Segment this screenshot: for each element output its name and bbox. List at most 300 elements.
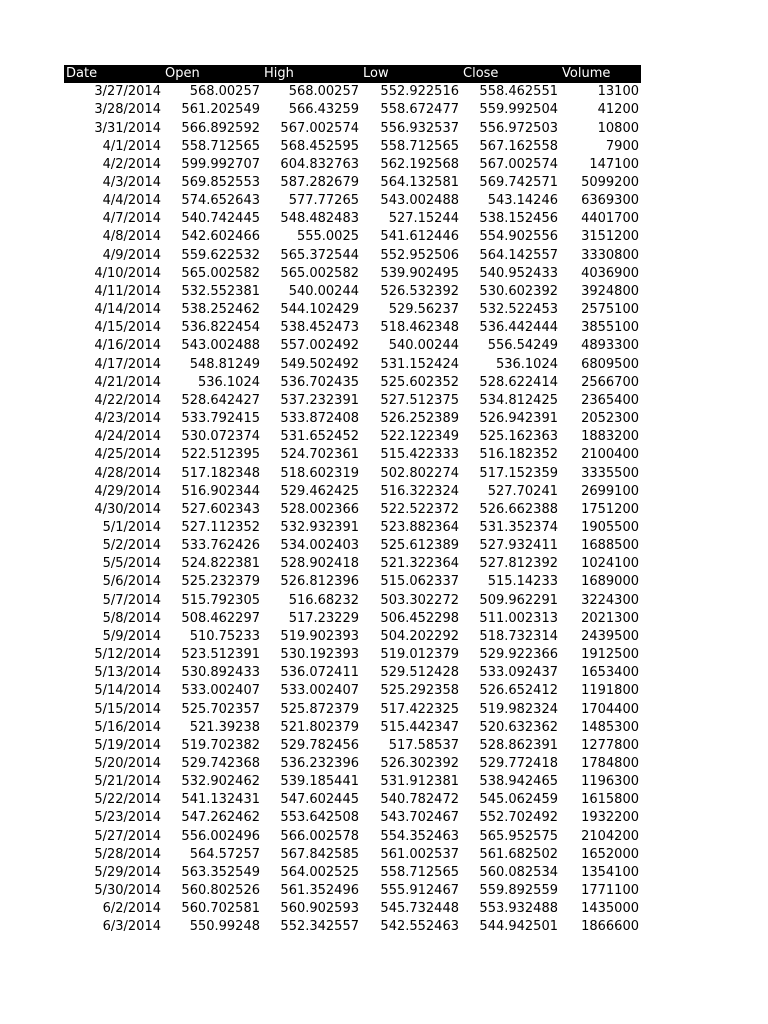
close-cell[interactable]: 533.092437: [479, 665, 558, 681]
volume-cell[interactable]: 1615800: [581, 792, 639, 808]
open-cell[interactable]: 574.652643: [181, 193, 260, 209]
open-cell[interactable]: 565.002582: [181, 265, 260, 281]
low-cell[interactable]: 561.002537: [380, 846, 459, 862]
open-cell[interactable]: 564.57257: [189, 846, 260, 862]
date-cell[interactable]: 4/15/2014: [94, 320, 161, 336]
volume-cell[interactable]: 2021300: [581, 610, 639, 626]
high-cell[interactable]: 537.232391: [280, 392, 359, 408]
close-cell[interactable]: 532.522453: [479, 302, 558, 318]
volume-cell[interactable]: 6369300: [581, 193, 639, 209]
column-header-high[interactable]: High: [262, 65, 361, 83]
close-cell[interactable]: 529.922366: [479, 647, 558, 663]
close-cell[interactable]: 569.742571: [479, 175, 558, 191]
open-cell[interactable]: 569.852553: [181, 175, 260, 191]
volume-cell[interactable]: 1196300: [581, 774, 639, 790]
date-cell[interactable]: 4/25/2014: [94, 447, 161, 463]
low-cell[interactable]: 526.302392: [380, 756, 459, 772]
high-cell[interactable]: 531.652452: [280, 429, 359, 445]
low-cell[interactable]: 542.552463: [380, 919, 459, 935]
open-cell[interactable]: 527.602343: [181, 501, 260, 517]
high-cell[interactable]: 525.872379: [280, 701, 359, 717]
high-cell[interactable]: 555.0025: [296, 229, 359, 245]
close-cell[interactable]: 565.952575: [479, 828, 558, 844]
low-cell[interactable]: 540.782472: [380, 792, 459, 808]
low-cell[interactable]: 558.672477: [380, 102, 459, 118]
close-cell[interactable]: 567.162558: [479, 138, 558, 154]
close-cell[interactable]: 558.462551: [479, 84, 558, 100]
close-cell[interactable]: 516.182352: [479, 447, 558, 463]
date-cell[interactable]: 4/11/2014: [94, 283, 161, 299]
close-cell[interactable]: 515.14233: [487, 574, 558, 590]
high-cell[interactable]: 566.43259: [288, 102, 359, 118]
open-cell[interactable]: 543.002488: [181, 338, 260, 354]
table-row: [64, 646, 641, 664]
close-cell[interactable]: 517.152359: [479, 465, 558, 481]
table-row: [64, 374, 641, 392]
open-cell[interactable]: 559.622532: [181, 247, 260, 263]
date-cell[interactable]: 4/29/2014: [94, 483, 161, 499]
low-cell[interactable]: 516.322324: [380, 483, 459, 499]
date-cell[interactable]: 5/13/2014: [94, 665, 161, 681]
date-cell[interactable]: 4/3/2014: [102, 175, 161, 191]
date-cell[interactable]: 5/30/2014: [94, 883, 161, 899]
high-cell[interactable]: 534.002403: [280, 538, 359, 554]
close-cell[interactable]: 536.442444: [479, 320, 558, 336]
close-cell[interactable]: 511.002313: [479, 610, 558, 626]
volume-cell[interactable]: 1024100: [581, 556, 639, 572]
open-cell[interactable]: 524.822381: [181, 556, 260, 572]
high-cell[interactable]: 529.462425: [280, 483, 359, 499]
low-cell[interactable]: 525.612389: [380, 538, 459, 554]
table-row: [64, 228, 641, 246]
table-row: [64, 809, 641, 827]
low-cell[interactable]: 523.882364: [380, 519, 459, 535]
close-cell[interactable]: 519.982324: [479, 701, 558, 717]
volume-cell[interactable]: 1751200: [581, 501, 639, 517]
volume-cell[interactable]: 1905500: [581, 519, 639, 535]
high-cell[interactable]: 552.342557: [280, 919, 359, 935]
close-cell[interactable]: 530.602392: [479, 283, 558, 299]
high-cell[interactable]: 530.192393: [280, 647, 359, 663]
date-cell[interactable]: 4/8/2014: [102, 229, 161, 245]
date-cell[interactable]: 5/7/2014: [102, 592, 161, 608]
low-cell[interactable]: 543.002488: [380, 193, 459, 209]
open-cell[interactable]: 515.792305: [181, 592, 260, 608]
low-cell[interactable]: 541.612446: [380, 229, 459, 245]
column-header-date[interactable]: Date: [64, 65, 163, 83]
date-cell[interactable]: 5/1/2014: [102, 519, 161, 535]
high-cell[interactable]: 564.002525: [280, 864, 359, 880]
close-cell[interactable]: 527.932411: [479, 538, 558, 554]
close-cell[interactable]: 525.162363: [479, 429, 558, 445]
close-cell[interactable]: 527.70241: [487, 483, 558, 499]
volume-cell[interactable]: 4401700: [581, 211, 639, 227]
volume-cell[interactable]: 3151200: [581, 229, 639, 245]
high-cell[interactable]: 526.812396: [280, 574, 359, 590]
volume-cell[interactable]: 1689000: [581, 574, 639, 590]
close-cell[interactable]: 538.152456: [479, 211, 558, 227]
open-cell[interactable]: 533.762426: [181, 538, 260, 554]
high-cell[interactable]: 539.185441: [280, 774, 359, 790]
volume-cell[interactable]: 2365400: [581, 392, 639, 408]
close-cell[interactable]: 567.002574: [479, 156, 558, 172]
date-cell[interactable]: 5/20/2014: [94, 756, 161, 772]
low-cell[interactable]: 526.532392: [380, 283, 459, 299]
close-cell[interactable]: 527.812392: [479, 556, 558, 572]
volume-cell[interactable]: 2052300: [581, 411, 639, 427]
volume-cell[interactable]: 1932200: [581, 810, 639, 826]
open-cell[interactable]: 528.642427: [181, 392, 260, 408]
low-cell[interactable]: 504.202292: [380, 628, 459, 644]
high-cell[interactable]: 567.002574: [280, 120, 359, 136]
volume-cell[interactable]: 41200: [597, 102, 639, 118]
close-cell[interactable]: 538.942465: [479, 774, 558, 790]
table-row: [64, 918, 641, 936]
date-cell[interactable]: 5/27/2014: [94, 828, 161, 844]
date-cell[interactable]: 4/28/2014: [94, 465, 161, 481]
high-cell[interactable]: 538.452473: [280, 320, 359, 336]
volume-cell[interactable]: 2575100: [581, 302, 639, 318]
open-cell[interactable]: 540.742445: [181, 211, 260, 227]
high-cell[interactable]: 536.232396: [280, 756, 359, 772]
date-cell[interactable]: 4/24/2014: [94, 429, 161, 445]
table-row: [64, 428, 641, 446]
low-cell[interactable]: 525.602352: [380, 374, 459, 390]
open-cell[interactable]: 530.072374: [181, 429, 260, 445]
open-cell[interactable]: 548.81249: [189, 356, 260, 372]
close-cell[interactable]: 526.662388: [479, 501, 558, 517]
date-cell[interactable]: 5/5/2014: [102, 556, 161, 572]
table-row: [64, 828, 641, 846]
open-cell[interactable]: 536.822454: [181, 320, 260, 336]
low-cell[interactable]: 521.322364: [380, 556, 459, 572]
open-cell[interactable]: 525.232379: [181, 574, 260, 590]
close-cell[interactable]: 518.732314: [479, 628, 558, 644]
volume-cell[interactable]: 3224300: [581, 592, 639, 608]
volume-cell[interactable]: 2104200: [581, 828, 639, 844]
table-header: [64, 65, 641, 83]
low-cell[interactable]: 506.452298: [380, 610, 459, 626]
volume-cell[interactable]: 6809500: [581, 356, 639, 372]
low-cell[interactable]: 522.522372: [380, 501, 459, 517]
volume-cell[interactable]: 3924800: [581, 283, 639, 299]
date-cell[interactable]: 5/16/2014: [94, 719, 161, 735]
open-cell[interactable]: 529.742368: [181, 756, 260, 772]
low-cell[interactable]: 554.352463: [380, 828, 459, 844]
volume-cell[interactable]: 3330800: [581, 247, 639, 263]
low-cell[interactable]: 552.922516: [380, 84, 459, 100]
date-cell[interactable]: 4/14/2014: [94, 302, 161, 318]
volume-cell[interactable]: 4036900: [581, 265, 639, 281]
high-cell[interactable]: 536.702435: [280, 374, 359, 390]
date-cell[interactable]: 5/22/2014: [94, 792, 161, 808]
low-cell[interactable]: 502.802274: [380, 465, 459, 481]
low-cell[interactable]: 543.702467: [380, 810, 459, 826]
high-cell[interactable]: 521.802379: [280, 719, 359, 735]
open-cell[interactable]: 541.132431: [181, 792, 260, 808]
open-cell[interactable]: 516.902344: [181, 483, 260, 499]
high-cell[interactable]: 547.602445: [280, 792, 359, 808]
date-cell[interactable]: 5/29/2014: [94, 864, 161, 880]
volume-cell[interactable]: 1435000: [581, 901, 639, 917]
stock-price-table: [64, 65, 641, 937]
volume-cell[interactable]: 1652000: [581, 846, 639, 862]
open-cell[interactable]: 599.992707: [181, 156, 260, 172]
date-cell[interactable]: 5/15/2014: [94, 701, 161, 717]
high-cell[interactable]: 540.00244: [288, 283, 359, 299]
table-row: [64, 301, 641, 319]
volume-cell[interactable]: 2699100: [581, 483, 639, 499]
volume-cell[interactable]: 1653400: [581, 665, 639, 681]
low-cell[interactable]: 529.56237: [388, 302, 459, 318]
low-cell[interactable]: 545.732448: [380, 901, 459, 917]
open-cell[interactable]: 525.702357: [181, 701, 260, 717]
volume-cell[interactable]: 1883200: [581, 429, 639, 445]
column-header-open[interactable]: Open: [163, 65, 262, 83]
low-cell[interactable]: 517.422325: [380, 701, 459, 717]
open-cell[interactable]: 527.112352: [181, 519, 260, 535]
volume-cell[interactable]: 2566700: [581, 374, 639, 390]
high-cell[interactable]: 533.872408: [280, 411, 359, 427]
low-cell[interactable]: 531.912381: [380, 774, 459, 790]
date-cell[interactable]: 4/2/2014: [102, 156, 161, 172]
high-cell[interactable]: 565.002582: [280, 265, 359, 281]
close-cell[interactable]: 534.812425: [479, 392, 558, 408]
volume-cell[interactable]: 2439500: [581, 628, 639, 644]
open-cell[interactable]: 532.902462: [181, 774, 260, 790]
high-cell[interactable]: 519.902393: [280, 628, 359, 644]
open-cell[interactable]: 561.202549: [181, 102, 260, 118]
low-cell[interactable]: 558.712565: [380, 864, 459, 880]
low-cell[interactable]: 522.122349: [380, 429, 459, 445]
close-cell[interactable]: 540.952433: [479, 265, 558, 281]
open-cell[interactable]: 568.00257: [189, 84, 260, 100]
open-cell[interactable]: 566.892592: [181, 120, 260, 136]
date-cell[interactable]: 4/22/2014: [94, 392, 161, 408]
volume-cell[interactable]: 1191800: [581, 683, 639, 699]
high-cell[interactable]: 524.702361: [280, 447, 359, 463]
date-cell[interactable]: 5/23/2014: [94, 810, 161, 826]
date-cell[interactable]: 4/16/2014: [94, 338, 161, 354]
volume-cell[interactable]: 1784800: [581, 756, 639, 772]
table-row: [64, 138, 641, 156]
low-cell[interactable]: 556.932537: [380, 120, 459, 136]
high-cell[interactable]: 517.23229: [288, 610, 359, 626]
low-cell[interactable]: 527.15244: [388, 211, 459, 227]
open-cell[interactable]: 532.552381: [181, 283, 260, 299]
high-cell[interactable]: 518.602319: [280, 465, 359, 481]
close-cell[interactable]: 552.702492: [479, 810, 558, 826]
open-cell[interactable]: 523.512391: [181, 647, 260, 663]
date-cell[interactable]: 3/31/2014: [94, 120, 161, 136]
open-cell[interactable]: 533.792415: [181, 411, 260, 427]
volume-cell[interactable]: 1704400: [581, 701, 639, 717]
date-cell[interactable]: 3/27/2014: [94, 84, 161, 100]
close-cell[interactable]: 529.772418: [479, 756, 558, 772]
open-cell[interactable]: 560.802526: [181, 883, 260, 899]
open-cell[interactable]: 530.892433: [181, 665, 260, 681]
volume-cell[interactable]: 2100400: [581, 447, 639, 463]
high-cell[interactable]: 561.352496: [280, 883, 359, 899]
high-cell[interactable]: 528.902418: [280, 556, 359, 572]
open-cell[interactable]: 558.712565: [181, 138, 260, 154]
date-cell[interactable]: 6/3/2014: [102, 919, 161, 935]
open-cell[interactable]: 560.702581: [181, 901, 260, 917]
volume-cell[interactable]: 3335500: [581, 465, 639, 481]
date-cell[interactable]: 5/21/2014: [94, 774, 161, 790]
date-cell[interactable]: 5/28/2014: [94, 846, 161, 862]
close-cell[interactable]: 526.652412: [479, 683, 558, 699]
close-cell[interactable]: 554.902556: [479, 229, 558, 245]
low-cell[interactable]: 558.712565: [380, 138, 459, 154]
date-cell[interactable]: 4/21/2014: [94, 374, 161, 390]
low-cell[interactable]: 531.152424: [380, 356, 459, 372]
column-header-low[interactable]: Low: [361, 65, 461, 83]
close-cell[interactable]: 509.962291: [479, 592, 558, 608]
volume-cell[interactable]: 147100: [589, 156, 639, 172]
volume-cell[interactable]: 1485300: [581, 719, 639, 735]
low-cell[interactable]: 527.512375: [380, 392, 459, 408]
high-cell[interactable]: 604.832763: [280, 156, 359, 172]
close-cell[interactable]: 544.942501: [479, 919, 558, 935]
low-cell[interactable]: 519.012379: [380, 647, 459, 663]
open-cell[interactable]: 508.462297: [181, 610, 260, 626]
close-cell[interactable]: 528.622414: [479, 374, 558, 390]
volume-cell[interactable]: 1771100: [581, 883, 639, 899]
low-cell[interactable]: 529.512428: [380, 665, 459, 681]
close-cell[interactable]: 520.632362: [479, 719, 558, 735]
close-cell[interactable]: 526.942391: [479, 411, 558, 427]
low-cell[interactable]: 540.00244: [388, 338, 459, 354]
volume-cell[interactable]: 13100: [597, 84, 639, 100]
open-cell[interactable]: 519.702382: [181, 737, 260, 753]
low-cell[interactable]: 517.58537: [388, 737, 459, 753]
open-cell[interactable]: 517.182348: [181, 465, 260, 481]
low-cell[interactable]: 515.062337: [380, 574, 459, 590]
volume-cell[interactable]: 5099200: [581, 175, 639, 191]
close-cell[interactable]: 561.682502: [479, 846, 558, 862]
date-cell[interactable]: 4/10/2014: [94, 265, 161, 281]
date-cell[interactable]: 4/30/2014: [94, 501, 161, 517]
high-cell[interactable]: 566.002578: [280, 828, 359, 844]
volume-cell[interactable]: 1354100: [581, 864, 639, 880]
open-cell[interactable]: 542.602466: [181, 229, 260, 245]
low-cell[interactable]: 555.912467: [380, 883, 459, 899]
low-cell[interactable]: 562.192568: [380, 156, 459, 172]
high-cell[interactable]: 516.68232: [288, 592, 359, 608]
high-cell[interactable]: 529.782456: [280, 737, 359, 753]
low-cell[interactable]: 552.952506: [380, 247, 459, 263]
low-cell[interactable]: 515.442347: [380, 719, 459, 735]
close-cell[interactable]: 543.14246: [487, 193, 558, 209]
high-cell[interactable]: 567.842585: [280, 846, 359, 862]
open-cell[interactable]: 563.352549: [181, 864, 260, 880]
close-cell[interactable]: 559.892559: [479, 883, 558, 899]
volume-cell[interactable]: 1912500: [581, 647, 639, 663]
open-cell[interactable]: 550.99248: [189, 919, 260, 935]
open-cell[interactable]: 538.252462: [181, 302, 260, 318]
high-cell[interactable]: 548.482483: [280, 211, 359, 227]
close-cell[interactable]: 528.862391: [479, 737, 558, 753]
high-cell[interactable]: 533.002407: [280, 683, 359, 699]
low-cell[interactable]: 564.132581: [380, 175, 459, 191]
low-cell[interactable]: 539.902495: [380, 265, 459, 281]
volume-cell[interactable]: 1277800: [581, 737, 639, 753]
date-cell[interactable]: 4/4/2014: [102, 193, 161, 209]
volume-cell[interactable]: 10800: [597, 120, 639, 136]
date-cell[interactable]: 5/2/2014: [102, 538, 161, 554]
close-cell[interactable]: 553.932488: [479, 901, 558, 917]
close-cell[interactable]: 559.992504: [479, 102, 558, 118]
low-cell[interactable]: 503.302272: [380, 592, 459, 608]
high-cell[interactable]: 553.642508: [280, 810, 359, 826]
date-cell[interactable]: 4/17/2014: [94, 356, 161, 372]
volume-cell[interactable]: 4893300: [581, 338, 639, 354]
close-cell[interactable]: 556.54249: [487, 338, 558, 354]
close-cell[interactable]: 564.142557: [479, 247, 558, 263]
open-cell[interactable]: 521.39238: [189, 719, 260, 735]
high-cell[interactable]: 565.372544: [280, 247, 359, 263]
volume-cell[interactable]: 1688500: [581, 538, 639, 554]
low-cell[interactable]: 515.422333: [380, 447, 459, 463]
high-cell[interactable]: 536.072411: [280, 665, 359, 681]
column-header-close[interactable]: Close: [461, 65, 560, 83]
open-cell[interactable]: 510.75233: [189, 628, 260, 644]
date-cell[interactable]: 5/9/2014: [102, 628, 161, 644]
date-cell[interactable]: 5/12/2014: [94, 647, 161, 663]
close-cell[interactable]: 536.1024: [495, 356, 558, 372]
close-cell[interactable]: 531.352374: [479, 519, 558, 535]
date-cell[interactable]: 6/2/2014: [102, 901, 161, 917]
date-cell[interactable]: 5/8/2014: [102, 610, 161, 626]
high-cell[interactable]: 528.002366: [280, 501, 359, 517]
high-cell[interactable]: 577.77265: [288, 193, 359, 209]
high-cell[interactable]: 544.102429: [280, 302, 359, 318]
close-cell[interactable]: 556.972503: [479, 120, 558, 136]
open-cell[interactable]: 547.262462: [181, 810, 260, 826]
date-cell[interactable]: 4/7/2014: [102, 211, 161, 227]
low-cell[interactable]: 526.252389: [380, 411, 459, 427]
close-cell[interactable]: 545.062459: [479, 792, 558, 808]
low-cell[interactable]: 525.292358: [380, 683, 459, 699]
date-cell[interactable]: 5/6/2014: [102, 574, 161, 590]
date-cell[interactable]: 3/28/2014: [94, 102, 161, 118]
high-cell[interactable]: 568.452595: [280, 138, 359, 154]
volume-cell[interactable]: 7900: [605, 138, 639, 154]
date-cell[interactable]: 4/23/2014: [94, 411, 161, 427]
open-cell[interactable]: 533.002407: [181, 683, 260, 699]
high-cell[interactable]: 587.282679: [280, 175, 359, 191]
open-cell[interactable]: 556.002496: [181, 828, 260, 844]
volume-cell[interactable]: 1866600: [581, 919, 639, 935]
volume-cell[interactable]: 3855100: [581, 320, 639, 336]
high-cell[interactable]: 560.902593: [280, 901, 359, 917]
high-cell[interactable]: 532.932391: [280, 519, 359, 535]
high-cell[interactable]: 549.502492: [280, 356, 359, 372]
date-cell[interactable]: 4/9/2014: [102, 247, 161, 263]
high-cell[interactable]: 568.00257: [288, 84, 359, 100]
date-cell[interactable]: 4/1/2014: [102, 138, 161, 154]
date-cell[interactable]: 5/14/2014: [94, 683, 161, 699]
column-header-volume[interactable]: Volume: [560, 65, 641, 83]
close-cell[interactable]: 560.082534: [479, 864, 558, 880]
open-cell[interactable]: 536.1024: [197, 374, 260, 390]
table-row: [64, 519, 641, 537]
date-cell[interactable]: 5/19/2014: [94, 737, 161, 753]
high-cell[interactable]: 557.002492: [280, 338, 359, 354]
low-cell[interactable]: 518.462348: [380, 320, 459, 336]
open-cell[interactable]: 522.512395: [181, 447, 260, 463]
